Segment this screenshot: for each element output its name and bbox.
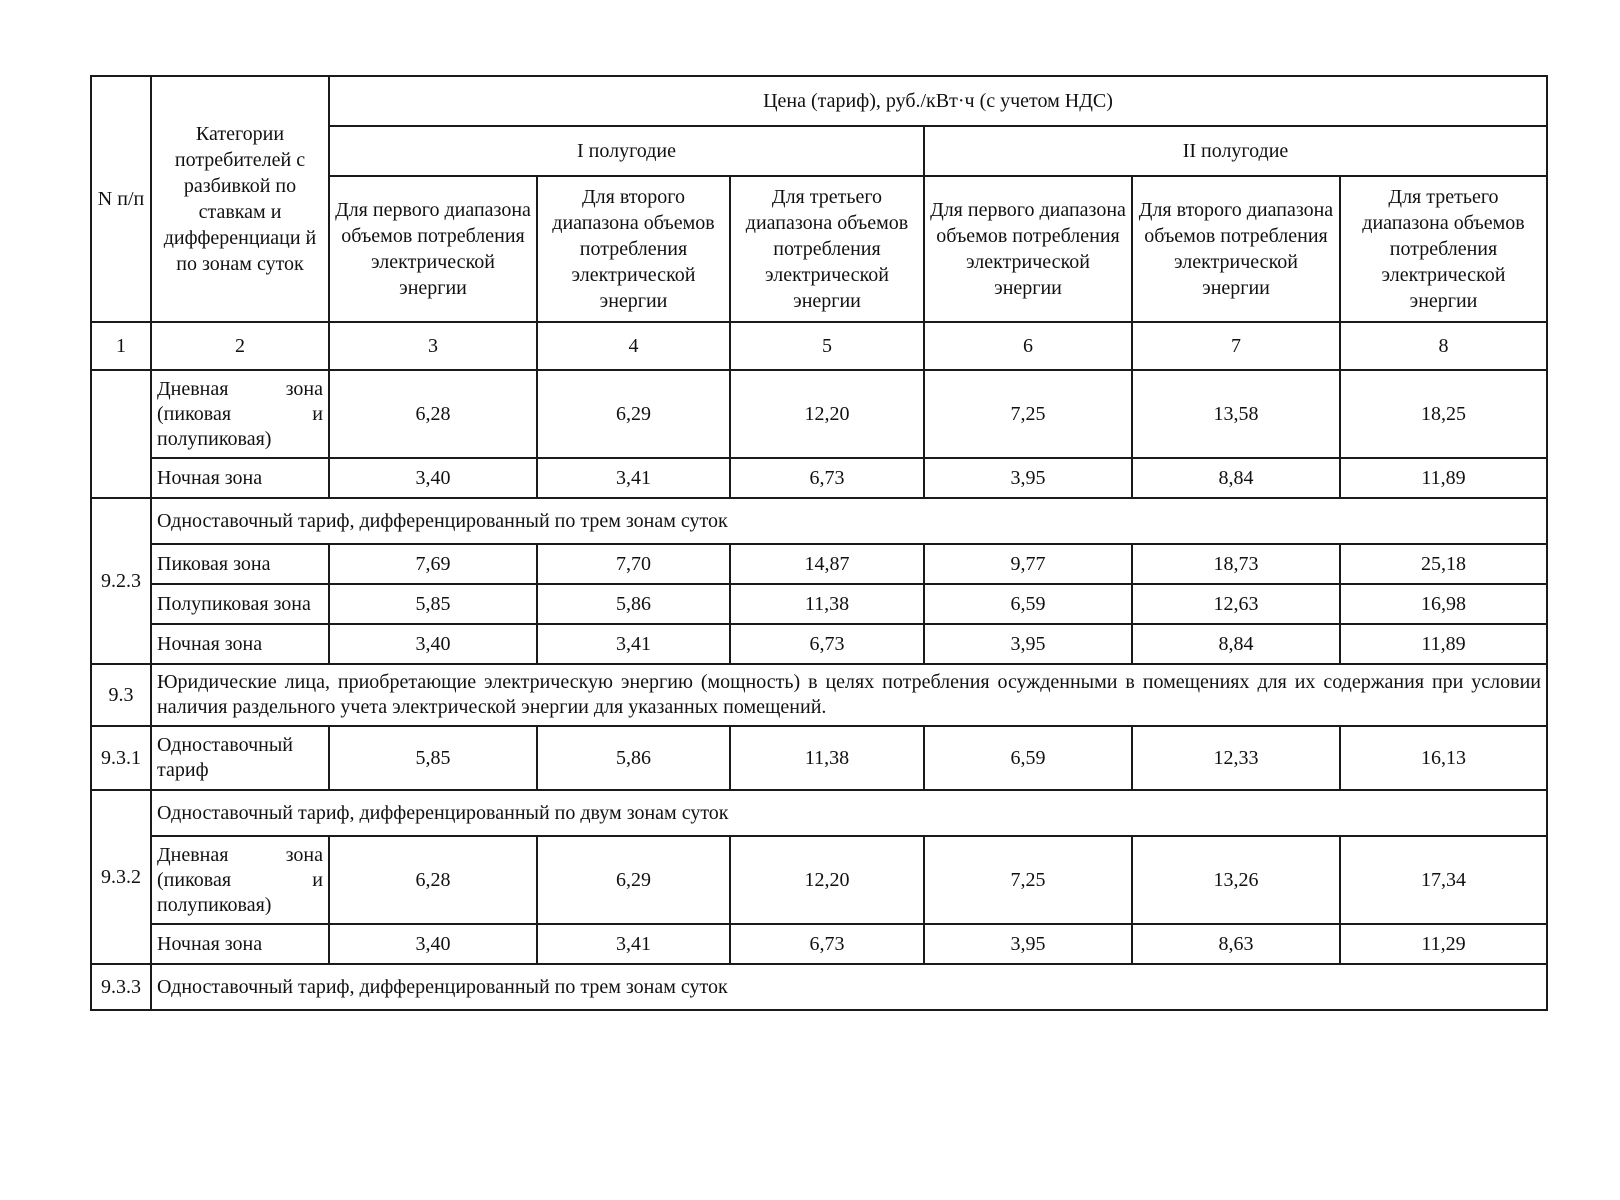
value-cell: 11,89 <box>1340 624 1547 664</box>
value-cell: 6,59 <box>924 584 1132 624</box>
value-cell: 8,84 <box>1132 624 1340 664</box>
header-range-2: Для второго диапазона объемов потребления электрической энергии <box>537 176 730 322</box>
section-subtitle: Одноставочный тариф, дифференцированный по трем зонам суток <box>151 964 1547 1010</box>
header-category-col: Категории потребителей с разбивкой по ставкам и дифференциаци й по зонам суток <box>151 76 329 322</box>
section-row <box>91 790 1547 836</box>
row-number: 9.3.3 <box>91 964 151 1010</box>
section-row <box>91 664 1547 726</box>
value-cell: 12,20 <box>730 836 924 924</box>
value-cell: 5,86 <box>537 726 730 790</box>
row-name: Ночная зона <box>151 624 329 664</box>
value-cell: 6,73 <box>730 924 924 964</box>
header-half-1: I полугодие <box>329 126 924 176</box>
value-cell: 5,85 <box>329 584 537 624</box>
value-cell: 13,26 <box>1132 836 1340 924</box>
tariff-table <box>90 75 1548 1011</box>
value-cell: 16,98 <box>1340 584 1547 624</box>
row-name: Одноставочный тариф <box>151 726 329 790</box>
row-name: Пиковая зона <box>151 544 329 584</box>
row-number: 9.2.3 <box>91 498 151 664</box>
value-cell: 3,40 <box>329 624 537 664</box>
tariff-document <box>90 75 1546 1011</box>
value-cell: 12,20 <box>730 370 924 458</box>
value-cell: 11,38 <box>730 584 924 624</box>
header-price-title: Цена (тариф), руб./кВт·ч (с учетом НДС) <box>329 76 1547 126</box>
value-cell: 3,40 <box>329 458 537 498</box>
value-cell: 3,95 <box>924 924 1132 964</box>
header-n-col: N п/п <box>91 76 151 322</box>
section-description: Юридические лица, приобретающие электрическую энергию (мощность) в целях потребления осужденными в помещениях для их содержания при условии наличия раздельного учета электрической энергии для указанных помещений. <box>151 664 1547 726</box>
value-cell: 6,28 <box>329 836 537 924</box>
header-half-2: II полугодие <box>924 126 1547 176</box>
table-row <box>91 458 1547 498</box>
column-number: 4 <box>537 322 730 370</box>
section-row <box>91 964 1547 1010</box>
row-number: 9.3 <box>91 664 151 726</box>
value-cell: 3,95 <box>924 458 1132 498</box>
table-row <box>91 836 1547 924</box>
table-row <box>91 584 1547 624</box>
row-number-empty <box>91 370 151 498</box>
value-cell: 6,59 <box>924 726 1132 790</box>
value-cell: 6,73 <box>730 458 924 498</box>
table-row <box>91 924 1547 964</box>
value-cell: 3,41 <box>537 624 730 664</box>
value-cell: 7,69 <box>329 544 537 584</box>
value-cell: 3,40 <box>329 924 537 964</box>
column-number: 1 <box>91 322 151 370</box>
value-cell: 5,85 <box>329 726 537 790</box>
value-cell: 6,29 <box>537 836 730 924</box>
section-subtitle: Одноставочный тариф, дифференцированный по двум зонам суток <box>151 790 1547 836</box>
value-cell: 16,13 <box>1340 726 1547 790</box>
section-row <box>91 498 1547 544</box>
column-number: 6 <box>924 322 1132 370</box>
value-cell: 11,29 <box>1340 924 1547 964</box>
header-range-1: Для первого диапазона объемов потребления электрической энергии <box>329 176 537 322</box>
table-row <box>91 370 1547 458</box>
value-cell: 7,25 <box>924 370 1132 458</box>
value-cell: 9,77 <box>924 544 1132 584</box>
value-cell: 8,84 <box>1132 458 1340 498</box>
table-row <box>91 726 1547 790</box>
header-range-5: Для второго диапазона объемов потребления электрической энергии <box>1132 176 1340 322</box>
header-row-1 <box>91 76 1547 126</box>
value-cell: 5,86 <box>537 584 730 624</box>
value-cell: 3,41 <box>537 458 730 498</box>
row-name: Полупиковая зона <box>151 584 329 624</box>
value-cell: 8,63 <box>1132 924 1340 964</box>
row-number: 9.3.1 <box>91 726 151 790</box>
value-cell: 12,63 <box>1132 584 1340 624</box>
value-cell: 18,73 <box>1132 544 1340 584</box>
value-cell: 25,18 <box>1340 544 1547 584</box>
value-cell: 6,29 <box>537 370 730 458</box>
column-number: 7 <box>1132 322 1340 370</box>
value-cell: 3,95 <box>924 624 1132 664</box>
row-number: 9.3.2 <box>91 790 151 964</box>
value-cell: 18,25 <box>1340 370 1547 458</box>
row-name: Ночная зона <box>151 924 329 964</box>
header-range-6: Для третьего диапазона объемов потребления электрической энергии <box>1340 176 1547 322</box>
section-subtitle: Одноставочный тариф, дифференцированный по трем зонам суток <box>151 498 1547 544</box>
row-name: Ночная зона <box>151 458 329 498</box>
value-cell: 7,25 <box>924 836 1132 924</box>
column-number: 3 <box>329 322 537 370</box>
column-number: 5 <box>730 322 924 370</box>
value-cell: 3,41 <box>537 924 730 964</box>
value-cell: 6,73 <box>730 624 924 664</box>
row-name: Дневная зона (пиковая и полупиковая) <box>151 370 329 458</box>
table-row <box>91 544 1547 584</box>
value-cell: 11,89 <box>1340 458 1547 498</box>
table-row <box>91 624 1547 664</box>
value-cell: 14,87 <box>730 544 924 584</box>
header-range-3: Для третьего диапазона объемов потребления электрической энергии <box>730 176 924 322</box>
row-name: Дневная зона (пиковая и полупиковая) <box>151 836 329 924</box>
column-number: 8 <box>1340 322 1547 370</box>
value-cell: 17,34 <box>1340 836 1547 924</box>
value-cell: 11,38 <box>730 726 924 790</box>
value-cell: 13,58 <box>1132 370 1340 458</box>
value-cell: 12,33 <box>1132 726 1340 790</box>
header-range-4: Для первого диапазона объемов потребления электрической энергии <box>924 176 1132 322</box>
column-number-row <box>91 322 1547 370</box>
column-number: 2 <box>151 322 329 370</box>
value-cell: 7,70 <box>537 544 730 584</box>
value-cell: 6,28 <box>329 370 537 458</box>
